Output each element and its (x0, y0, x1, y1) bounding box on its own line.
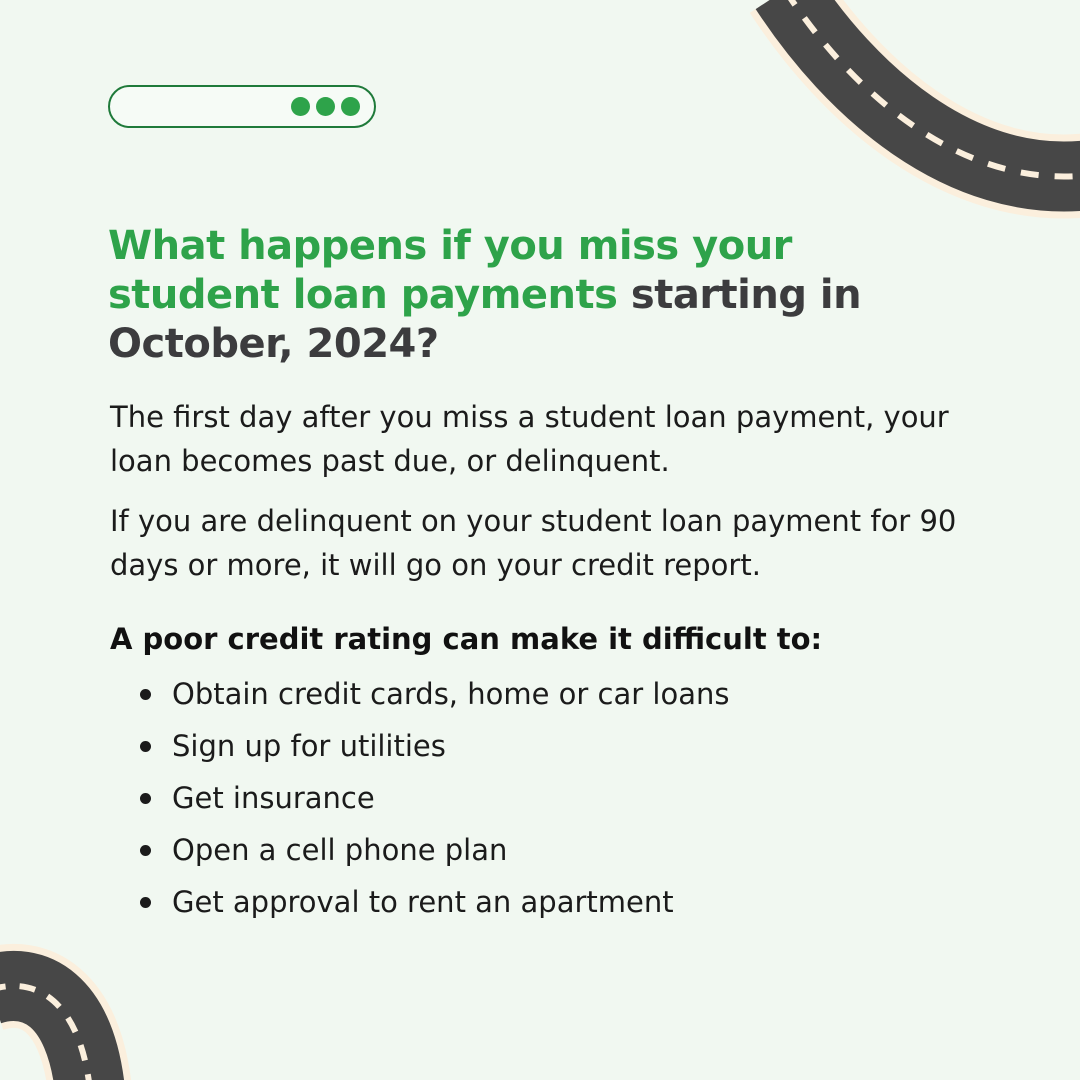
bullet-icon (140, 793, 151, 804)
dot-icon (291, 97, 310, 116)
dot-icon (316, 97, 335, 116)
dot-icon (341, 97, 360, 116)
list-item (140, 876, 1000, 928)
title-highlight: What happens if you miss your student loan payments (108, 223, 792, 318)
bullet-icon (140, 689, 151, 700)
list-item-text: Get approval to rent an apartment (172, 885, 674, 919)
difficulty-list (140, 668, 1000, 928)
list-heading: A poor credit rating can make it difficult to: (110, 622, 823, 656)
list-item (140, 668, 1000, 720)
list-item-text: Open a cell phone plan (172, 833, 508, 867)
paragraph-past-due: The first day after you miss a student loan payment, your loan becomes past due, or delinquent. (110, 400, 949, 478)
bullet-icon (140, 741, 151, 752)
bullet-icon (140, 897, 151, 908)
list-item-text: Get insurance (172, 781, 375, 815)
list-item (140, 720, 1000, 772)
list-item (140, 772, 1000, 824)
list-item (140, 824, 1000, 876)
list-item-text: Sign up for utilities (172, 729, 446, 763)
list-item-text: Obtain credit cards, home or car loans (172, 677, 730, 711)
page-title (108, 222, 968, 369)
title-rest: starting in October, 2024? (108, 272, 862, 367)
progress-pill (108, 85, 376, 128)
road-top-right (785, 0, 1080, 177)
bullet-icon (140, 845, 151, 856)
road-bottom-left (0, 986, 90, 1080)
pill-dots (291, 97, 360, 116)
paragraph-credit-report: If you are delinquent on your student loan payment for 90 days or more, it will go on your credit report. (110, 504, 957, 582)
